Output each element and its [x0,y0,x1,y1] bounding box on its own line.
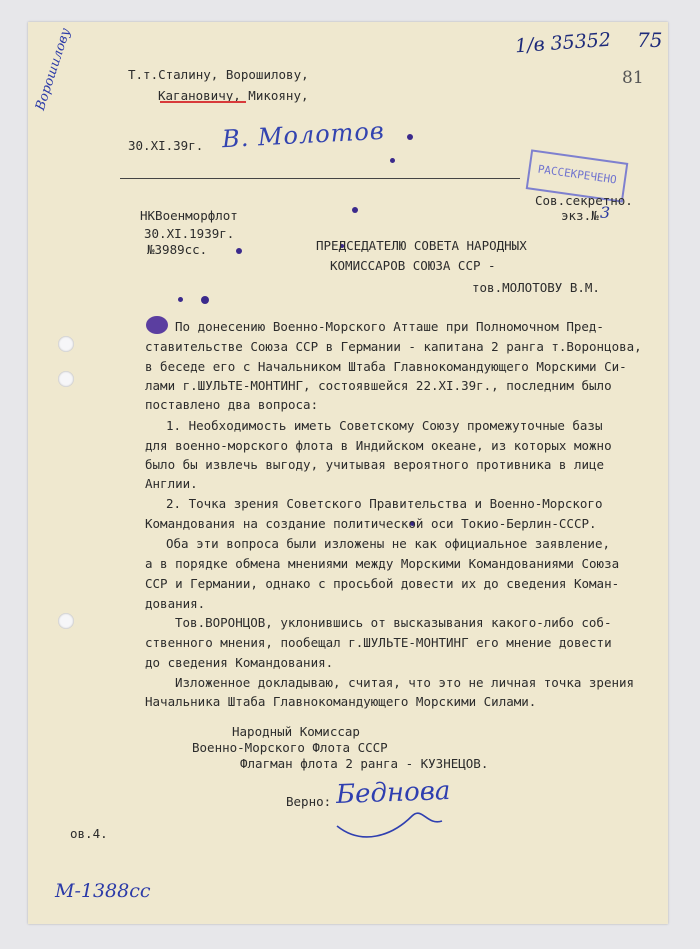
body-line: до сведения Командования. [145,655,334,670]
body-line: а в порядке обмена мнениями между Морскими Командованиями Союза [145,556,620,571]
declassified-stamp: РАССЕКРЕЧЕНО [526,149,629,202]
body-line: лами г.ШУЛЬТЕ-МОНТИНГ, состоявшейся 22.XI.39г., последним было [145,378,612,393]
punch-hole-2 [58,371,74,387]
body-line: Англии. [145,476,198,491]
body-line: поставлено два вопроса: [145,397,319,412]
footer-ov: ов.4. [70,826,108,841]
body-line: По донесению Военно-Морского Атташе при Полномочном Пред- [175,319,604,334]
copy-number: 3 [600,203,611,222]
margin-note: Ворошилову [33,26,74,113]
ink-dot [178,297,183,302]
signature-title-3: Флагман флота 2 ранга - КУЗНЕЦОВ. [240,756,489,771]
resolution-date: 30.XI.39г. [128,138,204,153]
signature-flourish [332,806,452,856]
archive-page-number-alt: 81 [622,68,644,88]
body-line: 1. Необходимость иметь Советскому Союзу промежуточные базы [166,418,603,433]
body-line: ставительстве Союза ССР в Германии - капитана 2 ранга т.Воронцова, [145,339,642,354]
ink-dot [407,134,413,140]
body-line: Тов.ВОРОНЦОВ, уклонившись от высказывания какого-либо соб- [175,615,612,630]
separator-line [120,178,520,179]
body-line: 2. Точка зрения Советского Правительства и Военно-Морского [166,496,603,511]
verno-label: Верно: [286,794,332,809]
body-line: Командования на создание политической оси Токио-Берлин-СССР. [145,516,597,531]
ink-dot [236,248,242,254]
body-line: ственного мнения, пообещал г.ШУЛЬТЕ-МОНТИНГ его мнение довести [145,635,612,650]
archive-ref-number: 1/в 35352 [514,28,612,58]
body-line: Оба эти вопроса были изложены не как официальное заявление, [166,536,611,551]
signature-title-1: Народный Комиссар [232,724,360,739]
punch-hole-3 [58,613,74,629]
ink-blot [146,316,168,334]
ink-dot [352,207,358,213]
body-line: ССР и Германии, однако с просьбой довести их до сведения Коман- [145,576,620,591]
sender-number: №3989сс. [147,242,208,257]
body-line: в беседе его с Начальником Штаба Главнокомандующего Морскими Си- [145,359,627,374]
secrecy-label: Сов.секретно. [535,193,633,208]
ink-dot [201,296,209,304]
sender-date: 30.XI.1939г. [144,226,235,241]
recipients-line-2: Кагановичу, Микояну, [158,88,309,103]
body-line: дования. [145,596,206,611]
body-line: Изложенное докладываю, считая, что это не личная точка зрения [175,675,635,690]
archive-page-number: 75 [637,28,663,52]
body-line: Начальника Штаба Главнокомандующего Морскими Силами. [145,694,537,709]
body-line: было бы извлечь выгоду, учитывая вероятного противника в лице [145,457,605,472]
verno-signature: Беднова [335,776,451,810]
copy-label: экз.№ [561,208,599,223]
ink-dot [390,158,395,163]
addressee-line-3: тов.МОЛОТОВУ В.М. [472,280,600,295]
punch-hole-1 [58,336,74,352]
addressee-line-1: ПРЕДСЕДАТЕЛЮ СОВЕТА НАРОДНЫХ [316,238,527,253]
bottom-archive-ref: M-1388cc [55,880,151,902]
recipients-line-1: Т.т.Сталину, Ворошилову, [128,67,309,82]
sender-org: НКВоенморфлот [140,208,238,223]
signature-title-2: Военно-Морского Флота СССР [192,740,388,755]
addressee-line-2: КОМИССАРОВ СОЮЗА ССР - [330,258,496,273]
resolution-signature: В. Молотов [221,116,386,154]
red-underline [160,101,246,103]
body-line: для военно-морского флота в Индийском океане, из которых можно [145,438,612,453]
